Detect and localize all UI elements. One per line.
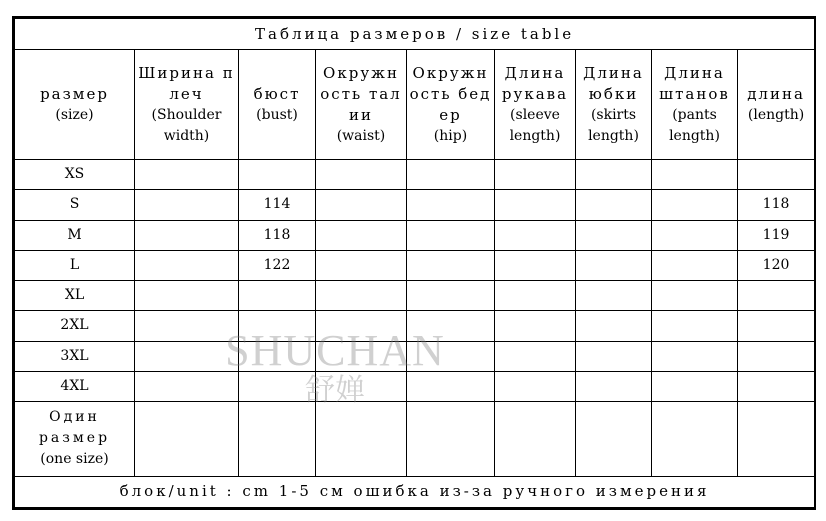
value-cell bbox=[738, 311, 815, 341]
value-cell bbox=[407, 250, 495, 280]
table-row-one-size bbox=[15, 402, 815, 477]
header-cell bbox=[239, 50, 316, 160]
one-size-label-en: (one size) bbox=[40, 451, 109, 468]
size-cell: XL bbox=[15, 281, 135, 311]
value-cell bbox=[135, 160, 239, 190]
value-cell bbox=[135, 220, 239, 250]
header-label-en: (skirts length) bbox=[588, 106, 639, 144]
table-row bbox=[15, 281, 815, 311]
value-cell bbox=[135, 341, 239, 371]
value-cell bbox=[576, 311, 652, 341]
table-row bbox=[15, 311, 815, 341]
size-cell: XS bbox=[15, 160, 135, 190]
value-cell bbox=[239, 311, 316, 341]
value-cell bbox=[738, 341, 815, 371]
value-cell bbox=[652, 220, 738, 250]
value-cell: 122 bbox=[239, 250, 316, 280]
value-cell bbox=[652, 341, 738, 371]
value-cell bbox=[407, 311, 495, 341]
value-cell bbox=[576, 341, 652, 371]
value-cell bbox=[135, 281, 239, 311]
value-cell bbox=[495, 341, 576, 371]
table-row bbox=[15, 220, 815, 250]
header-label-en: (bust) bbox=[256, 106, 298, 123]
header-cell bbox=[495, 50, 576, 160]
table-row bbox=[15, 250, 815, 280]
header-cell bbox=[652, 50, 738, 160]
value-cell bbox=[576, 190, 652, 220]
value-cell bbox=[495, 371, 576, 401]
table-row bbox=[15, 190, 815, 220]
header-label-en: (size) bbox=[55, 106, 94, 123]
value-cell bbox=[407, 371, 495, 401]
table-row bbox=[15, 160, 815, 190]
value-cell bbox=[316, 402, 407, 477]
value-cell bbox=[495, 402, 576, 477]
value-cell bbox=[407, 281, 495, 311]
size-cell: 3XL bbox=[15, 341, 135, 371]
value-cell bbox=[407, 190, 495, 220]
value-cell bbox=[495, 281, 576, 311]
size-table bbox=[14, 18, 815, 508]
value-cell bbox=[407, 220, 495, 250]
value-cell bbox=[135, 402, 239, 477]
value-cell bbox=[652, 281, 738, 311]
header-cell bbox=[316, 50, 407, 160]
table-footer-note: блок/unit : cm 1-5 см ошибка из-за ручного измерения bbox=[15, 476, 815, 507]
value-cell bbox=[239, 402, 316, 477]
value-cell bbox=[495, 250, 576, 280]
header-label-en: (length) bbox=[747, 106, 805, 123]
value-cell bbox=[738, 160, 815, 190]
header-label-ru: Ширина плеч bbox=[138, 63, 235, 103]
header-label-ru: Длина рукава bbox=[501, 63, 569, 103]
size-cell-one-size bbox=[15, 402, 135, 477]
header-cell bbox=[135, 50, 239, 160]
value-cell bbox=[239, 160, 316, 190]
value-cell bbox=[407, 160, 495, 190]
header-cell bbox=[576, 50, 652, 160]
value-cell: 118 bbox=[239, 220, 316, 250]
value-cell bbox=[576, 160, 652, 190]
size-cell: S bbox=[15, 190, 135, 220]
value-cell bbox=[135, 371, 239, 401]
header-label-ru: длина bbox=[747, 84, 805, 103]
value-cell bbox=[495, 160, 576, 190]
size-cell: 2XL bbox=[15, 311, 135, 341]
value-cell bbox=[135, 311, 239, 341]
header-label-en: (pants length) bbox=[669, 106, 720, 144]
value-cell bbox=[652, 250, 738, 280]
header-label-ru: размер bbox=[40, 84, 109, 103]
one-size-label-ru: Один размер bbox=[38, 409, 111, 447]
value-cell bbox=[576, 371, 652, 401]
value-cell bbox=[652, 190, 738, 220]
value-cell bbox=[738, 281, 815, 311]
watermark-latin: SHUCHAN bbox=[225, 326, 445, 375]
value-cell bbox=[316, 160, 407, 190]
value-cell bbox=[316, 341, 407, 371]
value-cell bbox=[576, 250, 652, 280]
value-cell bbox=[738, 402, 815, 477]
value-cell bbox=[135, 190, 239, 220]
size-cell: 4XL bbox=[15, 371, 135, 401]
value-cell bbox=[495, 190, 576, 220]
table-row bbox=[15, 371, 815, 401]
value-cell: 118 bbox=[738, 190, 815, 220]
table-row bbox=[15, 341, 815, 371]
table-title: Таблица размеров / size table bbox=[15, 19, 815, 50]
value-cell: 120 bbox=[738, 250, 815, 280]
value-cell bbox=[316, 371, 407, 401]
value-cell bbox=[576, 281, 652, 311]
size-table-frame bbox=[12, 16, 816, 510]
header-label-en: (sleeve length) bbox=[509, 106, 561, 144]
value-cell bbox=[316, 311, 407, 341]
size-cell: L bbox=[15, 250, 135, 280]
value-cell bbox=[135, 250, 239, 280]
header-label-en: (Shoulder width) bbox=[151, 106, 222, 144]
value-cell: 119 bbox=[738, 220, 815, 250]
value-cell: 114 bbox=[239, 190, 316, 220]
header-label-en: (waist) bbox=[336, 127, 386, 144]
header-label-ru: Окружность бедер bbox=[409, 63, 492, 124]
value-cell bbox=[316, 190, 407, 220]
header-label-en: (hip) bbox=[433, 127, 468, 144]
header-cell bbox=[407, 50, 495, 160]
header-cell bbox=[15, 50, 135, 160]
value-cell bbox=[652, 371, 738, 401]
value-cell bbox=[652, 402, 738, 477]
header-cell bbox=[738, 50, 815, 160]
value-cell bbox=[738, 371, 815, 401]
value-cell bbox=[652, 160, 738, 190]
size-cell: M bbox=[15, 220, 135, 250]
value-cell bbox=[316, 281, 407, 311]
header-label-ru: Окружность талии bbox=[320, 63, 402, 124]
value-cell bbox=[576, 402, 652, 477]
value-cell bbox=[316, 220, 407, 250]
value-cell bbox=[239, 371, 316, 401]
value-cell bbox=[407, 402, 495, 477]
header-label-ru: Длина штанов bbox=[659, 63, 730, 103]
value-cell bbox=[239, 281, 316, 311]
value-cell bbox=[652, 311, 738, 341]
value-cell bbox=[576, 220, 652, 250]
watermark-cjk: 舒婵 bbox=[305, 373, 365, 408]
value-cell bbox=[495, 311, 576, 341]
header-label-ru: Длина юбки bbox=[583, 63, 644, 103]
value-cell bbox=[316, 250, 407, 280]
value-cell bbox=[239, 341, 316, 371]
value-cell bbox=[495, 220, 576, 250]
value-cell bbox=[407, 341, 495, 371]
header-label-ru: бюст bbox=[253, 84, 301, 103]
